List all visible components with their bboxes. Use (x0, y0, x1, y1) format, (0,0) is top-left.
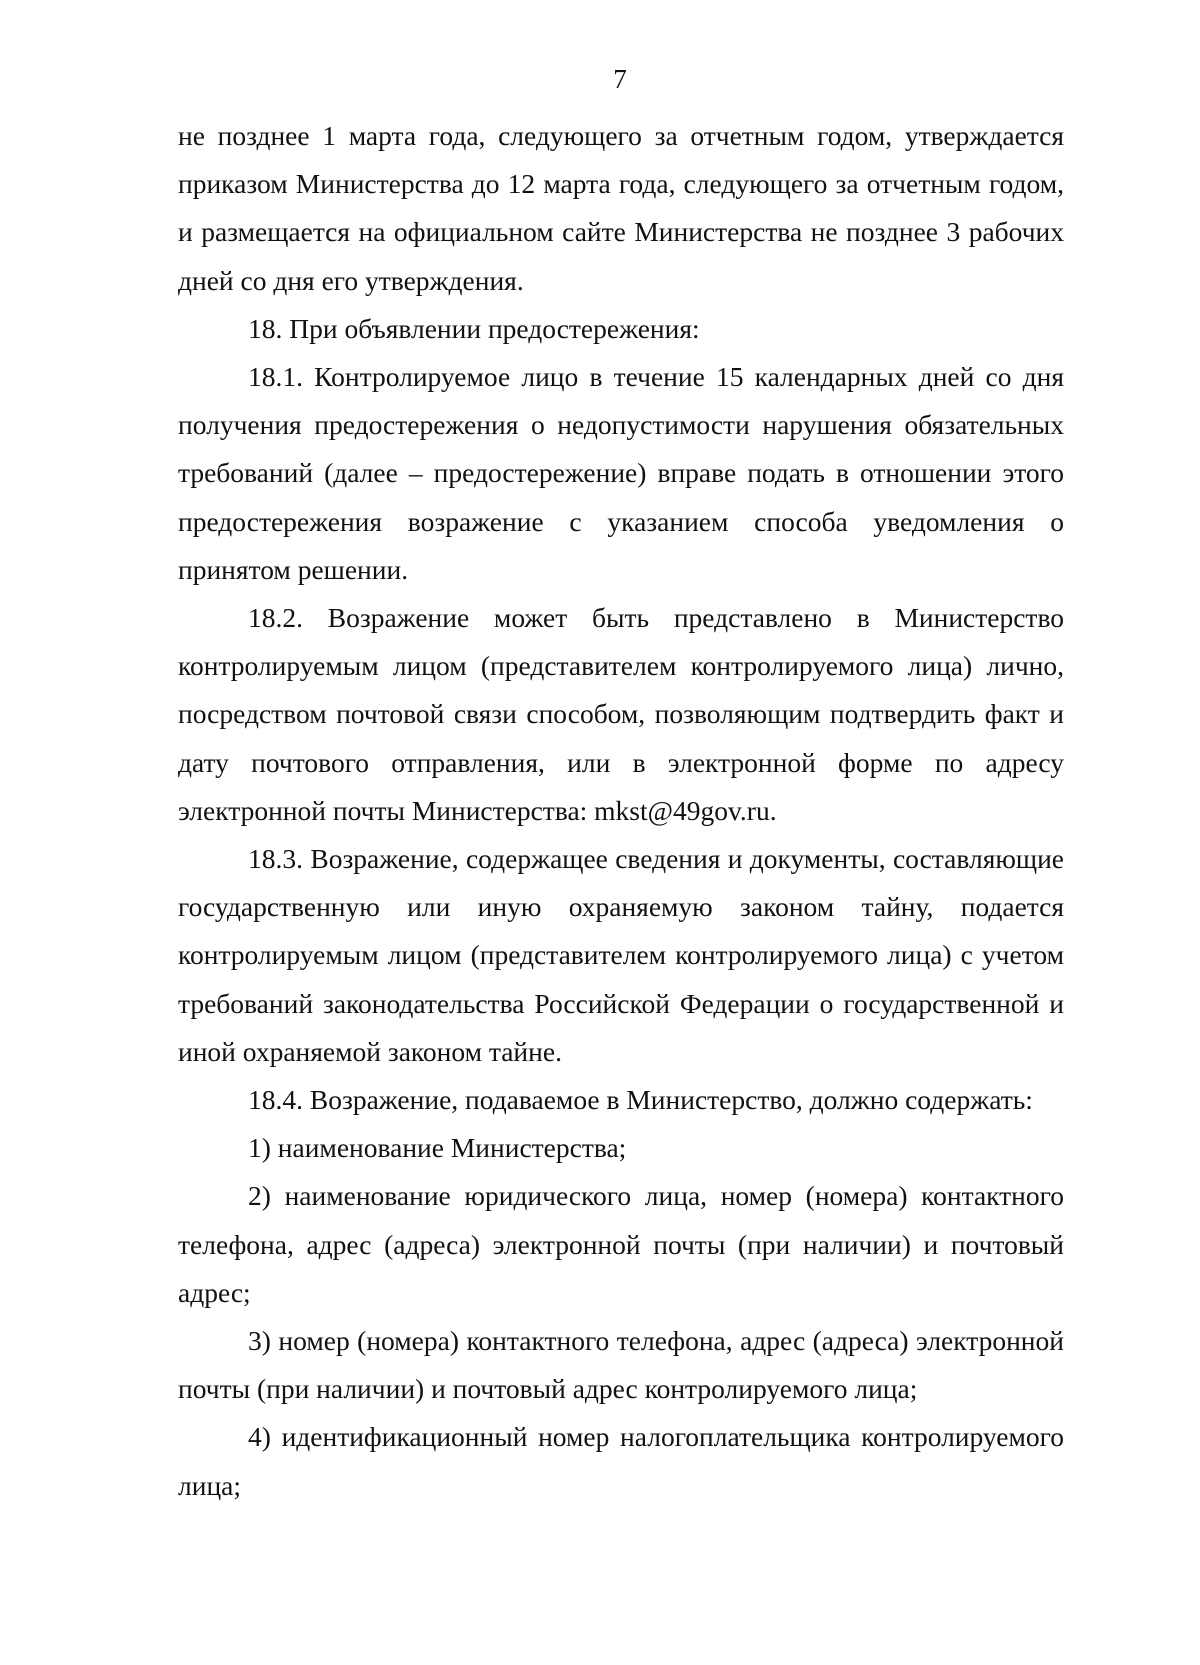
paragraph-18-3: 18.3. Возражение, содержащее сведения и документы, составляющие государственную или иную охраняемую законом тайну, подается контролируемым лицом (представителем контролируемого лица) с учетом требований законодательства Российской Федерации о государственной и иной охраняемой законом тайне. (178, 843, 1064, 1067)
list-item-1: 1) наименование Министерства; (248, 1132, 627, 1164)
document-body (178, 112, 1064, 1510)
list-item-3: 3) номер (номера) контактного телефона, адрес (адреса) электронной почты (при наличии) и почтовый адрес контролируемого лица; (178, 1325, 1064, 1405)
list-item-2: 2) наименование юридического лица, номер (номера) контактного телефона, адрес (адреса) электронной почты (при наличии) и почтовый адрес; (178, 1180, 1064, 1308)
list-item-4: 4) идентификационный номер налогоплательщика контролируемого лица; (178, 1421, 1064, 1501)
paragraph-18-2: 18.2. Возражение может быть представлено в Министерство контролируемым лицом (представителем контролируемого лица) лично, посредством почтовой связи способом, позволяющим подтвердить факт и дату почтового отправления, или в электронной форме по адресу электронной почты Министерства: mkst@49gov.ru. (178, 602, 1064, 826)
paragraph-18: 18. При объявлении предостережения: (248, 312, 700, 344)
paragraph-18-1: 18.1. Контролируемое лицо в течение 15 календарных дней со дня получения предостережения о недопустимости нарушения обязательных требований (далее – предостережение) вправе подать в отношении этого предостережения возражение с указанием способа уведомления о принятом решении. (178, 361, 1064, 585)
paragraph-18-4: 18.4. Возражение, подаваемое в Министерство, должно содержать: (248, 1084, 1033, 1116)
page-number: 7 (613, 64, 627, 94)
paragraph-continuation: не позднее 1 марта года, следующего за отчетным годом, утверждается приказом Министерства до 12 марта года, следующего за отчетным годом, и размещается на официальном сайте Министерства не позднее 3 рабочих дней со дня его утверждения. (178, 120, 1064, 296)
